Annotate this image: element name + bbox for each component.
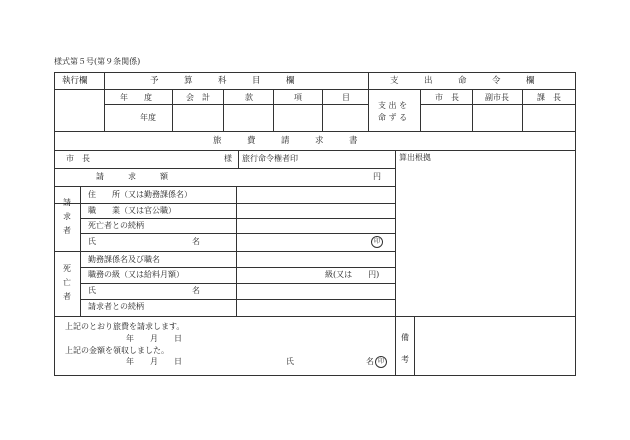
receipt-date: 年 月 日: [126, 357, 182, 366]
expense-order-heading: 支 出 命 令 欄: [390, 76, 535, 86]
addressee-sama: 様: [224, 154, 232, 163]
exec-column-label: 執行欄: [62, 76, 88, 86]
claimant-group-text: 請求者: [63, 198, 71, 235]
col-vice-mayor: 副市長: [485, 93, 509, 102]
form-number: 様式第５号(第９条関係): [54, 57, 141, 66]
deceased-grade-suffix: 級(又は 円): [325, 270, 380, 279]
col-kou: 項: [294, 93, 302, 102]
receipt-name-label: 氏 名: [286, 357, 374, 366]
claimant-group-label: [62, 196, 72, 238]
claimant-name-label: 氏 名: [88, 237, 200, 246]
deceased-relation-label: 請求者との続柄: [88, 302, 144, 311]
remarks-text: 備考: [401, 333, 409, 364]
claimant-address-label: 住 所（又は勤務課係名）: [88, 190, 192, 199]
deceased-position-label: 勤務課係名及び職名: [88, 255, 160, 264]
fiscal-year-cell[interactable]: 年度: [140, 113, 156, 122]
order-label-line2: 命 ず る: [378, 113, 408, 122]
receipt-statement: 上記の金額を領収しました。: [65, 346, 169, 355]
col-mayor: 市 長: [435, 93, 459, 102]
claim-date: 年 月 日: [126, 334, 182, 343]
addressee-mayor: 市 長: [66, 154, 90, 163]
claimant-seal-icon: 印: [371, 236, 383, 248]
claim-amount-label: 請 求 額: [96, 172, 168, 181]
deceased-group-label: [62, 262, 72, 304]
budget-heading: 予 算 科 目 欄: [150, 76, 295, 86]
claimant-relation-label: 死亡者との続柄: [88, 221, 144, 230]
col-section-chief: 課 長: [537, 93, 561, 102]
deceased-name-label: 氏 名: [88, 286, 200, 295]
col-moku: 目: [342, 93, 350, 102]
receipt-seal-icon: 印: [375, 356, 387, 368]
deceased-group-text: 死亡者: [63, 264, 71, 301]
deceased-grade-label: 職務の級（又は給料月額）: [88, 270, 184, 279]
col-kan: 款: [245, 93, 253, 102]
travel-order-seal-label: 旅行命令権者印: [242, 154, 298, 163]
claim-amount-yen: 円: [373, 172, 381, 181]
calculation-basis-label: 算出根拠: [399, 153, 431, 162]
remarks-label: [400, 327, 410, 371]
order-label-line1: 支 出 を: [378, 101, 408, 110]
claim-statement: 上記のとおり旅費を請求します。: [65, 322, 185, 331]
col-fiscal-year: 年 度: [120, 93, 152, 102]
form-title: 旅 費 請 求 書: [213, 136, 358, 146]
claimant-occupation-label: 職 業（又は官公職）: [88, 206, 176, 215]
col-account: 会 計: [186, 93, 210, 102]
